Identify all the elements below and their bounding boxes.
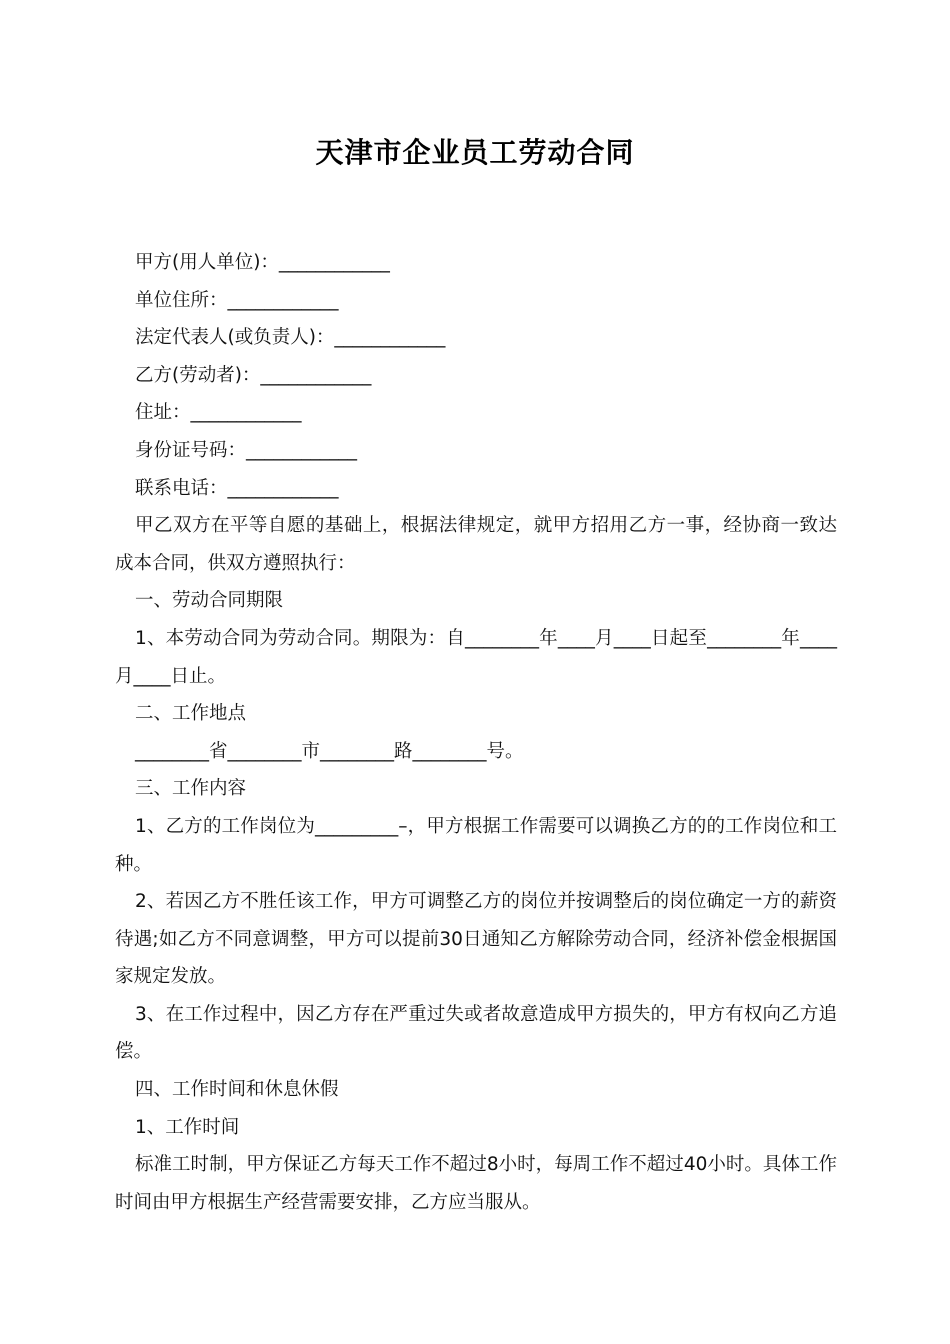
section2-address: ________省________市________路________号。 <box>135 740 524 762</box>
address-line: 住址：____________ <box>135 402 302 424</box>
section3-item1: 1、乙方的工作岗位为_________–，甲方根据工作需要可以调换乙方的的工作岗位和工种。 <box>115 815 837 875</box>
section3-item3: 3、在工作过程中，因乙方存在严重过失或者故意造成甲方损失的，甲方有权向乙方追偿。 <box>115 1003 837 1063</box>
section2-heading: 二、工作地点 <box>135 703 247 725</box>
section3-item2: 2、若因乙方不胜任该工作，甲方可调整乙方的岗位并按调整后的岗位确定一方的薪资待遇;如乙方不同意调整，甲方可以提前30日通知乙方解除劳动合同，经济补偿金根据国家规定发放。 <box>115 891 837 988</box>
company-address-line: 单位住所：____________ <box>135 289 339 311</box>
intro-paragraph: 甲乙双方在平等自愿的基础上，根据法律规定，就甲方招用乙方一事，经协商一致达成本合同，供双方遵照执行： <box>115 515 837 574</box>
section4-paragraph: 标准工时制，甲方保证乙方每天工作不超过8小时，每周工作不超过40小时。具体工作时间由甲方根据生产经营需要安排，乙方应当服从。 <box>115 1154 837 1213</box>
section3-heading: 三、工作内容 <box>135 778 247 800</box>
section1-item1: 1、本劳动合同为劳动合同。期限为：自________年____月____日起至________年____月____日止。 <box>115 627 837 687</box>
party-a-line: 甲方(用人单位)：____________ <box>135 252 390 273</box>
legal-representative-line: 法定代表人(或负责人)：____________ <box>135 327 446 349</box>
id-number-line: 身份证号码：____________ <box>135 439 358 461</box>
section4-heading: 四、工作时间和休息休假 <box>135 1079 339 1101</box>
document-title: 天津市企业员工劳动合同 <box>315 136 635 169</box>
section1-heading: 一、劳动合同期限 <box>135 590 284 612</box>
party-b-line: 乙方(劳动者)：____________ <box>135 364 372 386</box>
section4-subheading: 1、工作时间 <box>135 1116 240 1138</box>
contract-body <box>115 244 837 1221</box>
phone-line: 联系电话：____________ <box>135 477 339 499</box>
